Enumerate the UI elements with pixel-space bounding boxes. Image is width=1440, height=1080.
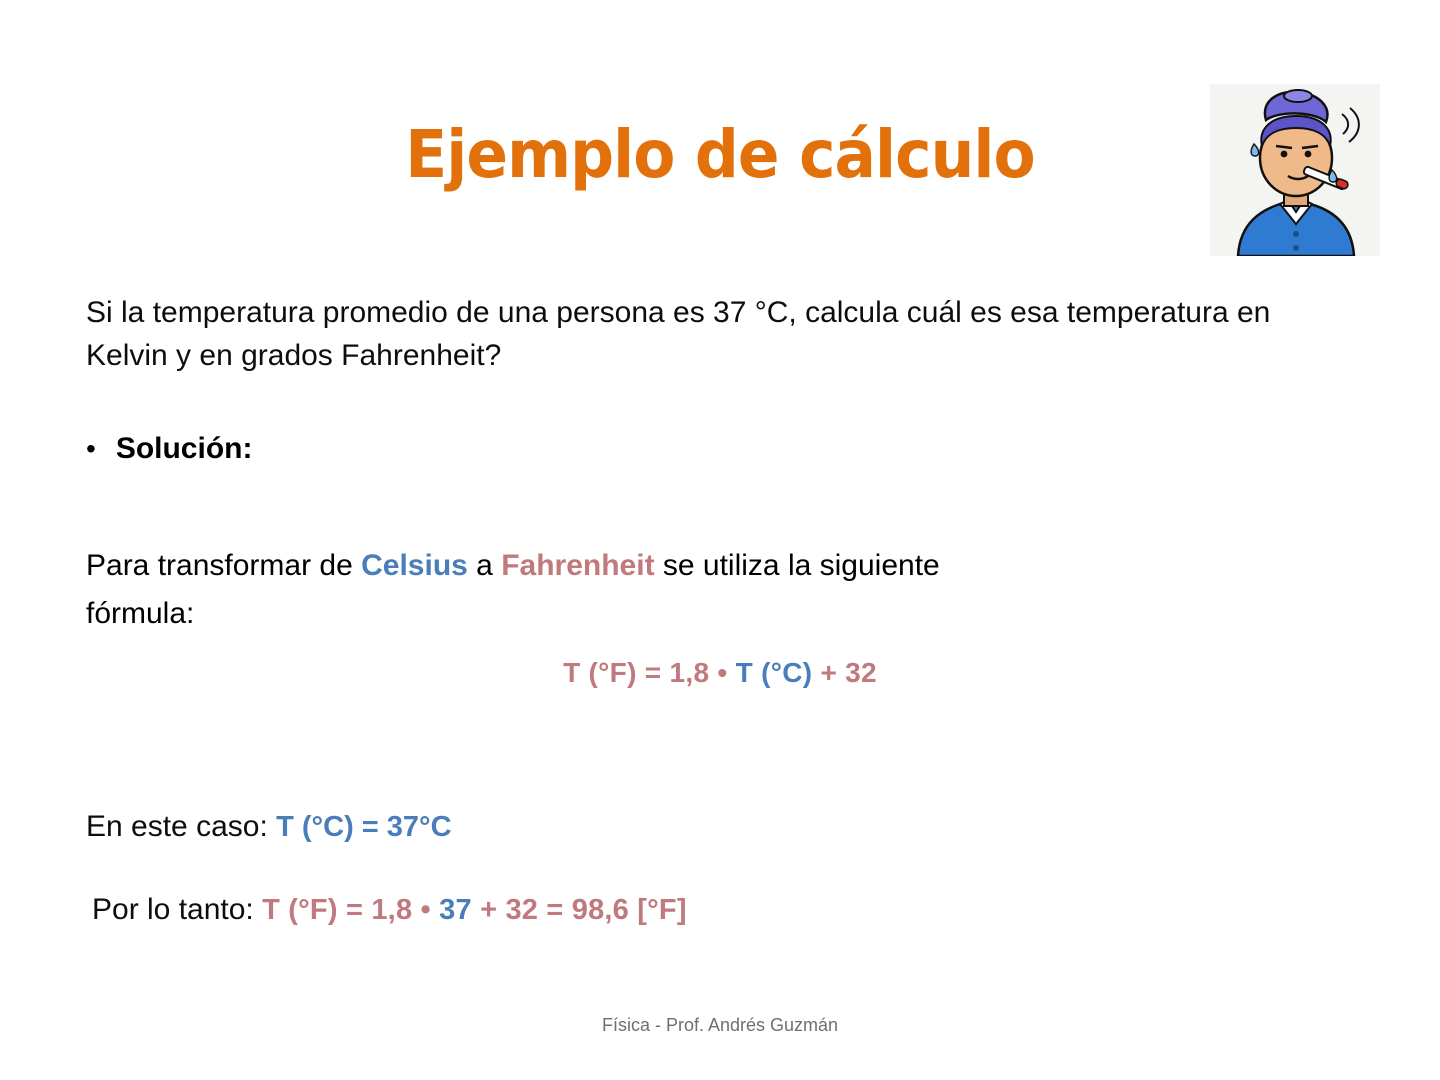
result-label: Por lo tanto: xyxy=(92,893,263,926)
case-line xyxy=(86,807,452,847)
result-expression-a: T (°F) = 1,8 • xyxy=(262,894,440,926)
result-expression-b: 37 xyxy=(439,894,472,926)
bullet-dot-icon: • xyxy=(86,433,96,464)
result-expression-c: + 32 = 98,6 [°F] xyxy=(471,894,687,926)
fahrenheit-term: Fahrenheit xyxy=(501,549,655,582)
conversion-formula xyxy=(0,657,1440,689)
formula-right: + 32 xyxy=(812,657,877,688)
formula-intro-part2: a xyxy=(467,549,502,582)
slide-footer: Física - Prof. Andrés Guzmán xyxy=(601,1015,839,1035)
intro-paragraph: Si la temperatura promedio de una persona es 37 °C, calcula cuál es esa temperatura en Kelvin y en grados Fahrenheit? xyxy=(86,296,1271,372)
formula-intro-paragraph xyxy=(86,542,1348,638)
solution-bullet xyxy=(86,428,1086,470)
sick-person-thermometer-icon xyxy=(1210,84,1380,256)
result-line xyxy=(92,890,687,930)
case-label: En este caso: xyxy=(86,810,277,843)
celsius-term: Celsius xyxy=(361,549,468,582)
formula-middle: T (°C) xyxy=(735,657,813,688)
formula-intro-line2: fórmula: xyxy=(86,597,195,630)
formula-left: T (°F) = 1,8 • xyxy=(563,657,736,688)
formula-intro-part1: Para transformar de xyxy=(86,549,362,582)
formula-intro-part3: se utiliza la siguiente xyxy=(654,549,940,582)
solution-label: Solución: xyxy=(115,432,253,465)
case-value: T (°C) = 37°C xyxy=(276,811,452,843)
page-title: Ejemplo de cálculo xyxy=(405,116,1035,194)
